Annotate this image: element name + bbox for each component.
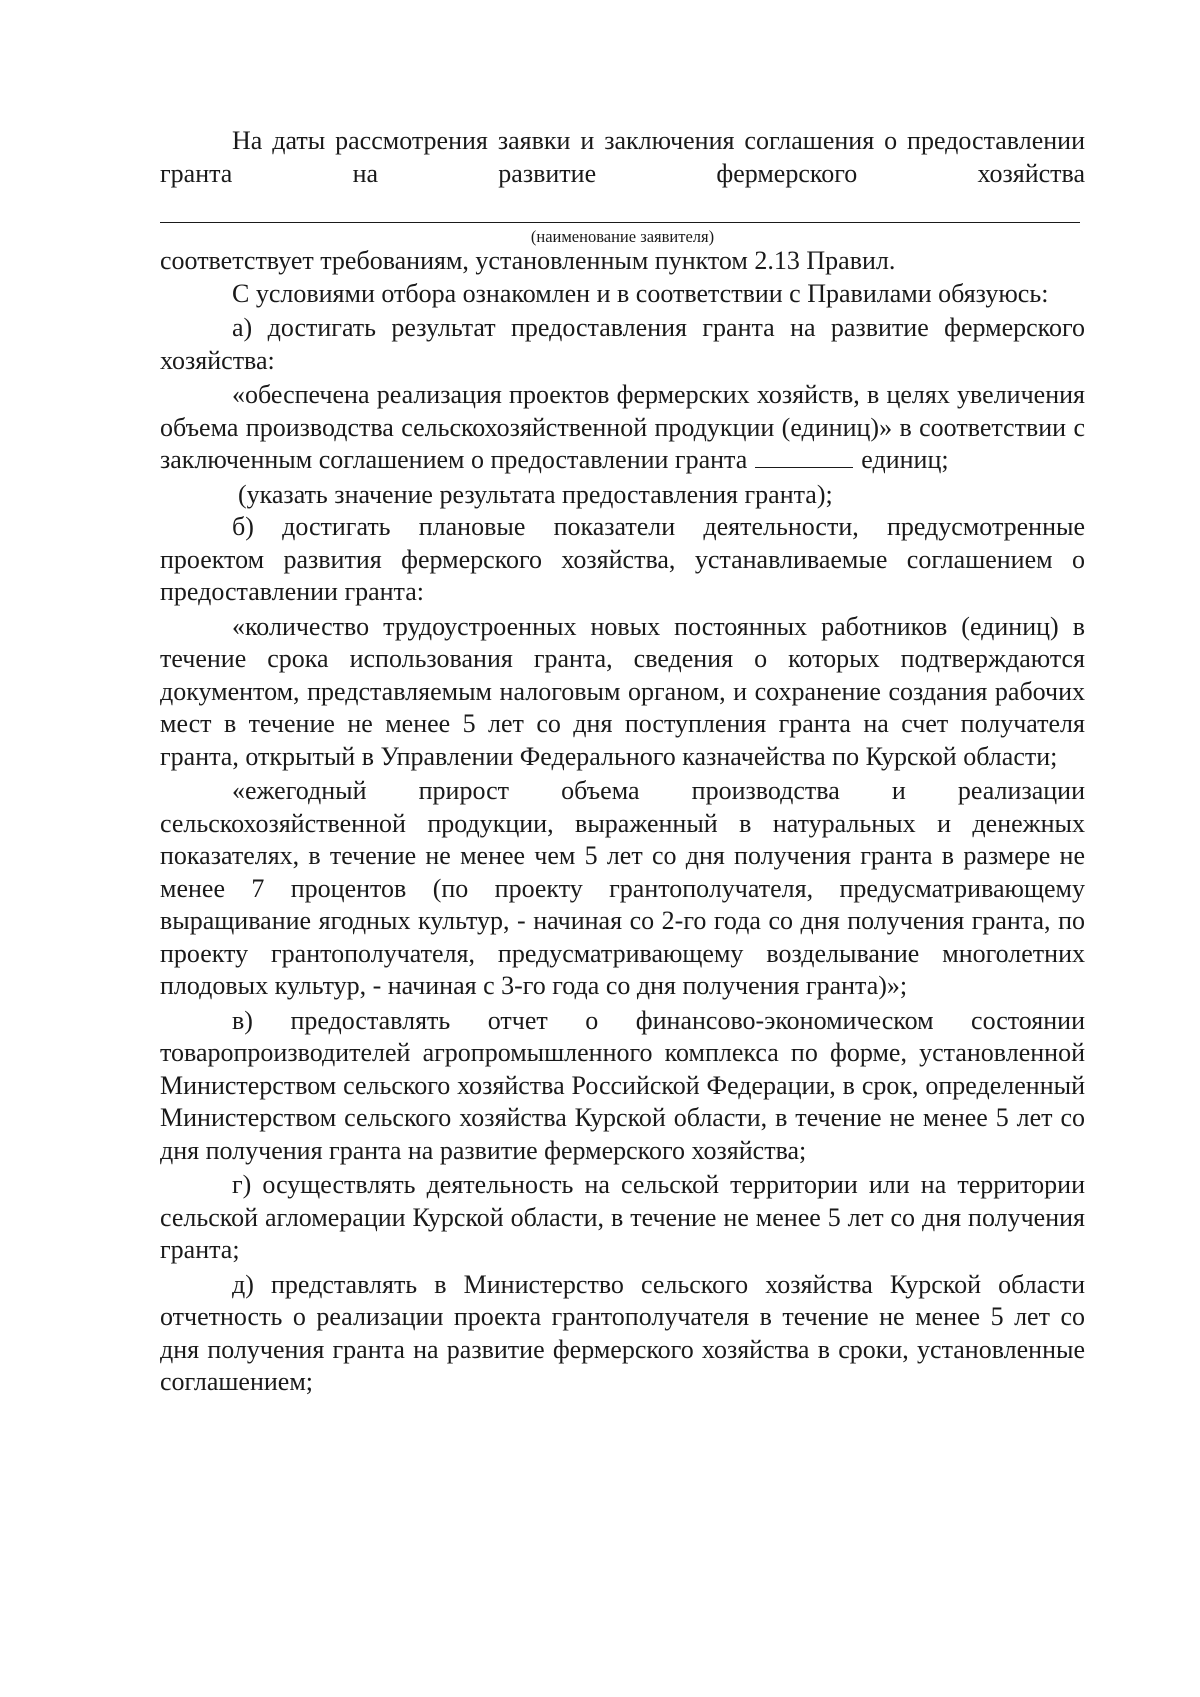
applicant-caption: (наименование заявителя) <box>530 227 715 246</box>
item-a-quote <box>160 379 1085 477</box>
opening-paragraph: На даты рассмотрения заявки и заключения соглашения о предоставлении гранта на развитие фермерского хозяйства <box>160 126 1085 188</box>
result-value-blank <box>755 447 853 468</box>
item-a: а) достигать результат предоставления гранта на развитие фермерского хозяйства: <box>160 313 1085 375</box>
item-d: д) представлять в Министерство сельского хозяйства Курской области отчетность о реализации проекта грантополучателя в течение не менее 5 лет со дня получения гранта на развитие фермерского хозяйства в сроки, установленные соглашением; <box>160 1269 1085 1396</box>
item-g: г) осуществлять деятельность на сельской территории или на территории сельской агломерации Курской области, в течение не менее 5 лет со дня получения гранта; <box>160 1170 1085 1264</box>
item-a-note: (указать значение результата предоставления гранта); <box>238 479 833 509</box>
item-b-growth: «ежегодный прирост объема производства и реализации сельскохозяйственной продукции, выраженный в натуральных и денежных показателях, в течение не менее чем 5 лет со дня получения гранта в размере не менее 7 процентов (по проекту грантополучателя, предусматривающему выращивание ягодных культур, - начиная со 2-го года со дня получения гранта, по проекту грантополучателя, предусматривающему возделывание многолетних плодовых культур, - начиная с 3-го года со дня получения гранта)»; <box>160 776 1085 1000</box>
compliance-statement: соответствует требованиям, установленным пунктом 2.13 Правил. <box>160 246 896 275</box>
document-body <box>160 125 1085 1399</box>
item-b-workers: «количество трудоустроенных новых постоянных работников (единиц) в течение срока использования гранта, сведения о которых подтверждаются документом, представляемым налоговым органом, и сохранение создания рабочих мест в течение не менее 5 лет со дня поступления гранта на счет получателя гранта, открытый в Управлении Федерального казначейства по Курской области; <box>160 611 1085 771</box>
item-a-quote-text: «обеспечена реализация проектов фермерских хозяйств, в целях увеличения объема производства сельскохозяйственной продукции (единиц)» в соответствии с заключенным соглашением о предоставлении гранта <box>160 380 1085 474</box>
item-b: б) достигать плановые показатели деятельности, предусмотренные проектом развития фермерского хозяйства, устанавливаемые соглашением о предоставлении гранта: <box>160 512 1085 606</box>
item-a-units: единиц; <box>861 445 949 474</box>
applicant-name-line <box>160 222 1080 223</box>
item-v: в) предоставлять отчет о финансово-экономическом состоянии товаропроизводителей агропромышленного комплекса по форме, установленной Министерством сельского хозяйства Российской Федерации, в срок, определенный Министерством сельского хозяйства Курской области, в течение не менее 5 лет со дня получения гранта на развитие фермерского хозяйства; <box>160 1005 1085 1165</box>
obligations-intro: С условиями отбора ознакомлен и в соответствии с Правилами обязуюсь: <box>232 278 1049 308</box>
